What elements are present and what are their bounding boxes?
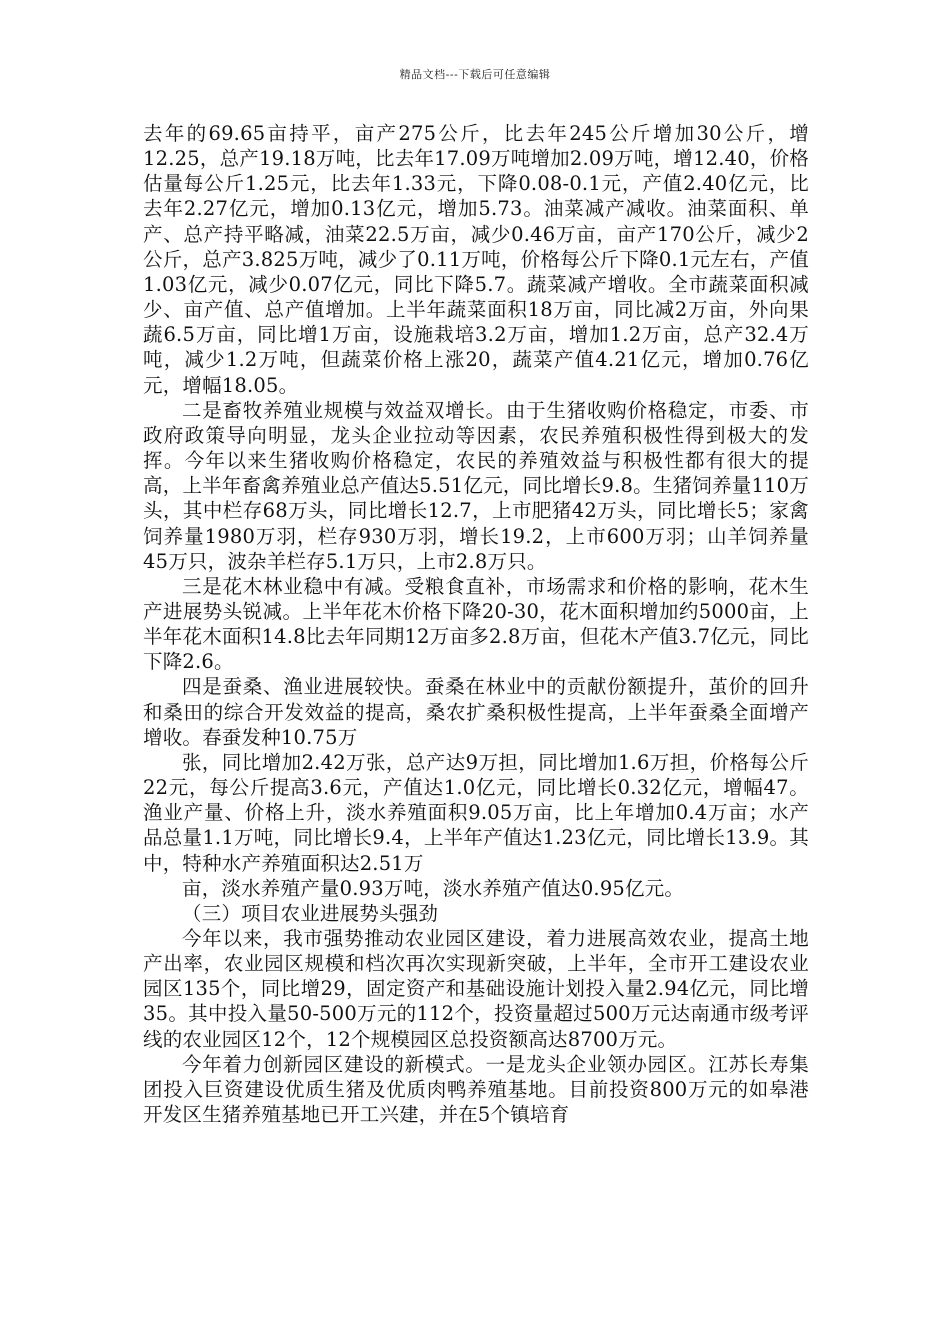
paragraph: 二是畜牧养殖业规模与效益双增长。由于生猪收购价格稳定，市委、市政府政策导向明显，龙头企业拉动等因素，农民养殖积极性得到极大的发挥。今年以来生猪收购价格稳定，农民的养殖效益与积极性都有很大的提高，上半年畜禽养殖业总产值达5.51亿元，同比增长9.8。生猪饲养量110万头，其中栏存68万头，同比增长12.7，上市肥猪42万头，同比增长5；家禽饲养量1980万羽，栏存930万羽，增长19.2，上市600万羽；山羊饲养量45万只，波杂羊栏存5.1万只，上市2.8万只。	[143, 398, 809, 573]
document-body	[143, 121, 809, 1127]
paragraph: 张，同比增加2.42万张，总产达9万担，同比增加1.6万担，价格每公斤22元，每公斤提高3.6元，产值达1.0亿元，同比增长0.32亿元，增幅47。渔业产量、价格上升，淡水养殖面积9.05万亩，比上年增加0.4万亩；水产品总量1.1万吨，同比增长9.4，上半年产值达1.23亿元，同比增长13.9。其中，特种水产养殖面积达2.51万	[143, 750, 809, 875]
paragraph: 今年以来，我市强势推动农业园区建设，着力进展高效农业，提高土地产出率，农业园区规模和档次再次实现新突破，上半年，全市开工建设农业园区135个，同比增29，固定资产和基础设施计划投入量2.94亿元，同比增35。其中投入量50-500万元的112个，投资量超过500万元达南通市级考评线的农业园区12个，12个规模园区总投资额高达8700万元。	[143, 927, 809, 1051]
section-heading: （三）项目农业进展势头强劲	[182, 901, 439, 925]
paragraph: 今年着力创新园区建设的新模式。一是龙头企业领办园区。江苏长寿集团投入巨资建设优质生猪及优质肉鸭养殖基地。目前投资800万元的如皋港开发区生猪养殖基地已开工兴建，并在5个镇培育	[143, 1052, 809, 1127]
paragraph: 去年的69.65亩持平，亩产275公斤，比去年245公斤增加30公斤，增12.25，总产19.18万吨，比去年17.09万吨增加2.09万吨，增12.40，价格估量每公斤1.25元，比去年1.33元，下降0.08-0.1元，产值2.40亿元，比去年2.27亿元，增加0.13亿元，增加5.73。油菜减产减收。油菜面积、单产、总产持平略减，油菜22.5万亩，减少0.46万亩，亩产170公斤，减少2公斤，总产3.825万吨，减少了0.11万吨，价格每公斤下降0.1元左右，产值1.03亿元，减少0.07亿元，同比下降5.7。蔬菜减产增收。全市蔬菜面积减少、亩产值、总产值增加。上半年蔬菜面积18万亩，同比减2万亩，外向果蔬6.5万亩，同比增1万亩，设施栽培3.2万亩，增加1.2万亩，总产32.4万吨，减少1.2万吨，但蔬菜价格上涨20，蔬菜产值4.21亿元，增加0.76亿元，增幅18.05。	[143, 122, 809, 397]
paragraph: 三是花木林业稳中有减。受粮食直补，市场需求和价格的影响，花木生产进展势头锐减。上半年花木价格下降20-30，花木面积增加约5000亩，上半年花木面积14.8比去年同期12万亩多2.8万亩，但花木产值3.7亿元，同比下降2.6。	[143, 574, 809, 674]
paragraph: 亩，淡水养殖产量0.93万吨，淡水养殖产值达0.95亿元。	[182, 876, 685, 900]
page-header: 精品文档---下载后可任意编辑	[399, 68, 551, 81]
paragraph: 四是蚕桑、渔业进展较快。蚕桑在林业中的贡献份额提升，茧价的回升和桑田的综合开发效益的提高，桑农扩桑积极性提高，上半年蚕桑全面增产增收。春蚕发种10.75万	[143, 675, 809, 749]
